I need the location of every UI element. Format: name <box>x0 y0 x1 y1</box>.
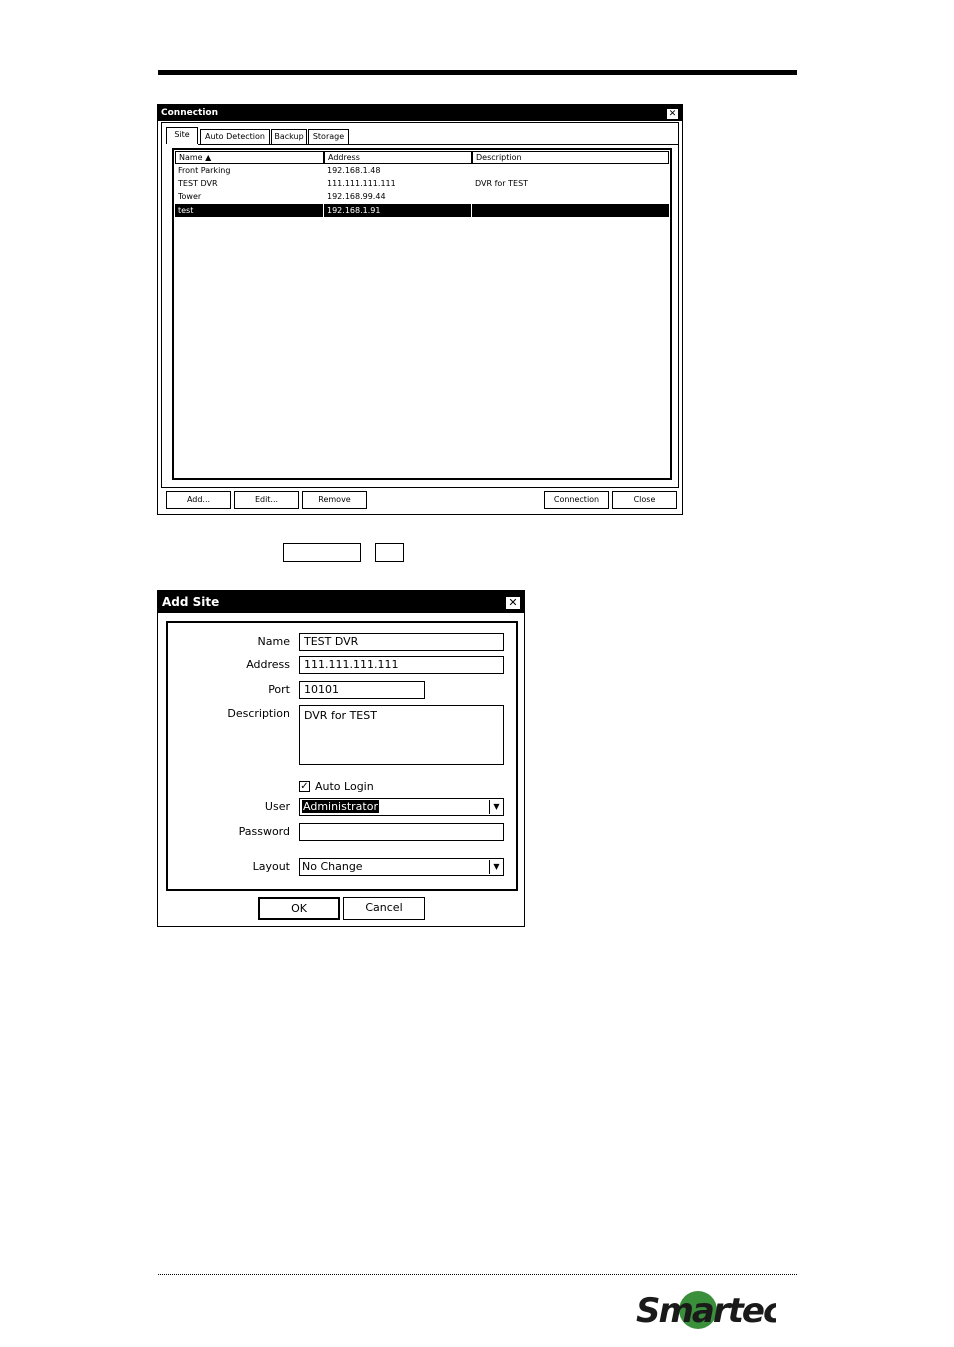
add-site-dialog-title: Add Site <box>158 591 524 613</box>
close-icon[interactable]: ✕ <box>505 596 521 610</box>
tab-site[interactable]: Site <box>166 127 198 144</box>
tab-auto-detection[interactable]: Auto Detection <box>200 129 270 144</box>
page-header-rule <box>158 70 797 75</box>
column-header-name[interactable]: Name ▲ <box>175 151 324 164</box>
ok-button[interactable]: OK <box>258 897 340 920</box>
user-select[interactable] <box>299 798 504 816</box>
close-icon[interactable]: ✕ <box>666 108 679 120</box>
layout-select[interactable] <box>299 858 504 876</box>
port-label: Port <box>268 683 290 696</box>
remove-button[interactable]: Remove <box>302 491 367 509</box>
cell-description <box>472 164 669 177</box>
table-row[interactable] <box>175 190 669 203</box>
layout-label: Layout <box>252 860 290 873</box>
cell-name: test <box>178 206 194 215</box>
cell-address: 192.168.1.91 <box>327 206 381 215</box>
connection-button[interactable]: Connection <box>544 491 609 509</box>
user-select-value: Administrator <box>303 800 378 813</box>
auto-login-checkbox[interactable]: ✓ <box>300 781 309 792</box>
password-field[interactable] <box>299 823 504 841</box>
cell-name: Tower <box>178 192 202 201</box>
button-reference-box <box>283 543 361 562</box>
layout-select-value: No Change <box>302 860 363 873</box>
cell-name: Front Parking <box>178 166 231 175</box>
cell-name: TEST DVR <box>178 179 218 188</box>
chevron-down-icon[interactable]: ▼ <box>489 800 503 814</box>
address-label: Address <box>246 658 290 671</box>
edit-button[interactable]: Edit... <box>234 491 299 509</box>
column-separator <box>323 204 324 217</box>
smartec-logo <box>636 1284 776 1332</box>
column-header-description[interactable]: Description <box>472 151 669 164</box>
button-reference-box <box>375 543 404 562</box>
table-row[interactable] <box>175 177 669 190</box>
chevron-down-icon[interactable]: ▼ <box>489 860 503 874</box>
cell-address: 192.168.1.48 <box>327 166 381 175</box>
column-header-address[interactable]: Address <box>324 151 472 164</box>
cell-description: DVR for TEST <box>475 179 529 188</box>
connection-dialog-title: Connection <box>158 105 682 121</box>
name-label: Name <box>257 635 290 648</box>
name-field[interactable]: TEST DVR <box>299 633 504 651</box>
table-row-selected[interactable] <box>175 204 669 217</box>
add-button[interactable]: Add... <box>166 491 231 509</box>
connection-dialog <box>157 104 683 515</box>
address-field[interactable]: 111.111.111.111 <box>299 656 504 674</box>
cell-description <box>472 204 669 217</box>
tab-divider <box>198 144 678 145</box>
description-field[interactable]: DVR for TEST <box>299 705 504 765</box>
logo-text: Smartec <box>636 1291 776 1331</box>
user-label: User <box>264 800 290 813</box>
description-label: Description <box>227 707 290 720</box>
port-field[interactable]: 10101 <box>299 681 425 699</box>
table-row[interactable] <box>175 164 669 177</box>
cell-address: 111.111.111.111 <box>327 179 396 188</box>
tab-storage[interactable]: Storage <box>308 129 349 144</box>
close-button[interactable]: Close <box>612 491 677 509</box>
password-label: Password <box>238 825 290 838</box>
cell-address: 192.168.99.44 <box>327 192 386 201</box>
footer-rule <box>158 1274 797 1275</box>
auto-login-label: Auto Login <box>315 780 374 793</box>
cell-description <box>472 190 669 203</box>
add-site-dialog <box>157 590 525 927</box>
tab-backup[interactable]: Backup <box>271 129 307 144</box>
column-separator <box>471 204 472 217</box>
cancel-button[interactable]: Cancel <box>343 897 425 920</box>
